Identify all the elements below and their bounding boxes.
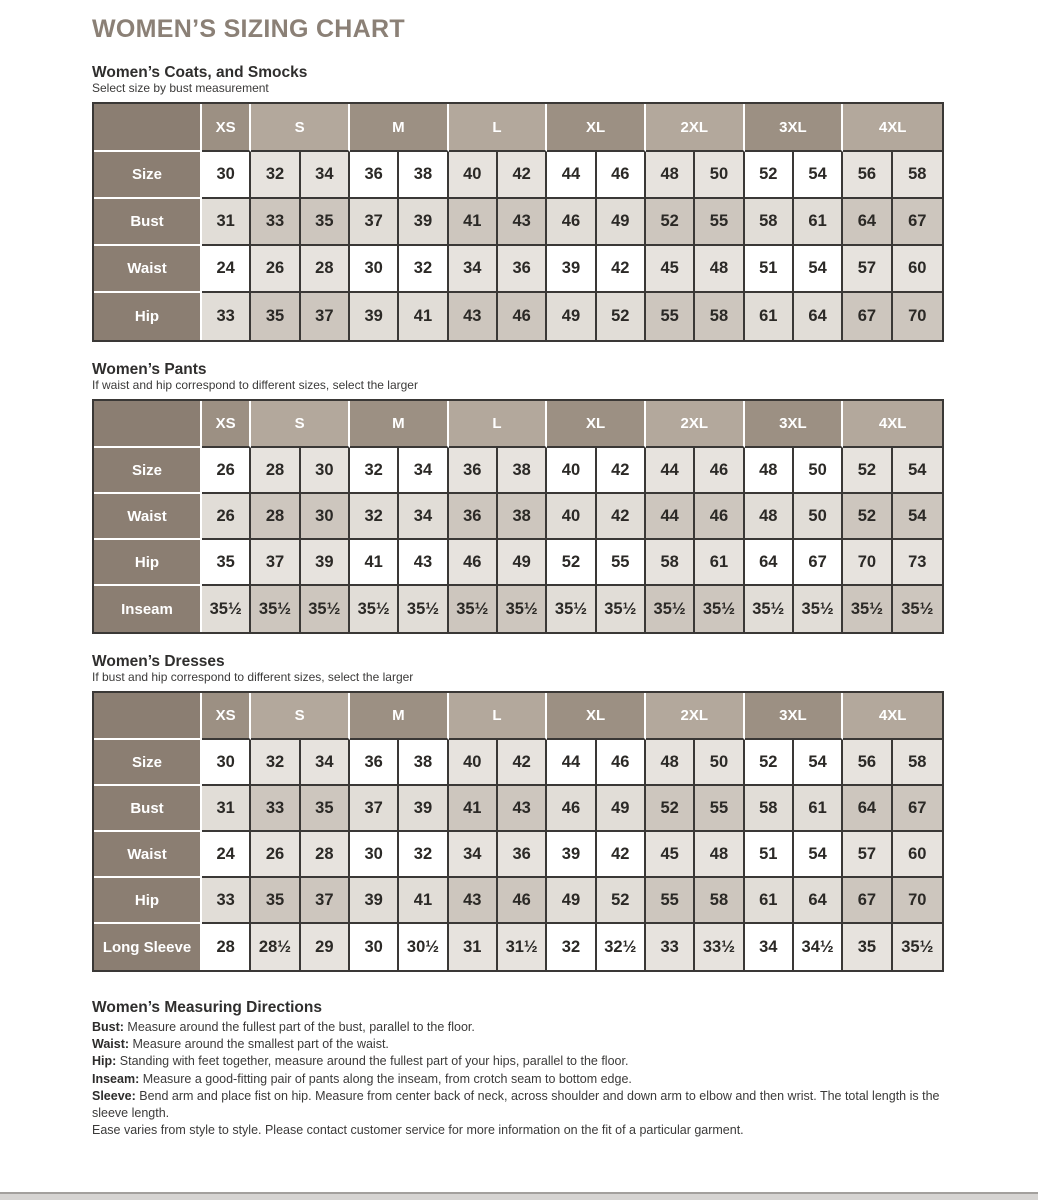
size-cell: 46 xyxy=(597,740,646,786)
size-group-header: M xyxy=(350,693,449,740)
size-cell: 36 xyxy=(498,246,547,293)
size-cell: 67 xyxy=(843,293,892,340)
size-cell: 58 xyxy=(646,540,695,586)
size-cell: 52 xyxy=(597,878,646,924)
direction-text: Measure around the smallest part of the waist. xyxy=(132,1037,389,1052)
size-cell: 38 xyxy=(498,494,547,540)
section-pants xyxy=(92,361,944,634)
size-cell: 51 xyxy=(745,832,794,878)
size-cell: 34 xyxy=(399,448,448,494)
size-group-header: S xyxy=(251,401,350,448)
size-cell: 37 xyxy=(350,786,399,832)
size-cell: 46 xyxy=(695,494,744,540)
size-cell: 35½ xyxy=(597,586,646,632)
section-subheading: Select size by bust measurement xyxy=(92,81,269,95)
size-cell: 35½ xyxy=(449,586,498,632)
size-cell: 33 xyxy=(202,293,251,340)
size-cell: 33½ xyxy=(695,924,744,970)
row-header: Inseam xyxy=(94,586,202,632)
size-cell: 30 xyxy=(301,448,350,494)
size-cell: 36 xyxy=(350,152,399,199)
size-group-header: 3XL xyxy=(745,104,844,152)
size-cell: 30 xyxy=(301,494,350,540)
size-cell: 32 xyxy=(399,832,448,878)
size-cell: 40 xyxy=(449,740,498,786)
table-corner-cell xyxy=(94,693,202,740)
size-cell: 40 xyxy=(449,152,498,199)
size-cell: 46 xyxy=(547,199,596,246)
size-cell: 41 xyxy=(399,878,448,924)
size-cell: 42 xyxy=(597,448,646,494)
size-cell: 35½ xyxy=(646,586,695,632)
row-header: Size xyxy=(94,740,202,786)
size-cell: 39 xyxy=(301,540,350,586)
size-cell: 39 xyxy=(399,786,448,832)
size-cell: 32 xyxy=(350,494,399,540)
size-cell: 36 xyxy=(350,740,399,786)
size-cell: 48 xyxy=(695,832,744,878)
size-cell: 26 xyxy=(251,246,300,293)
size-cell: 48 xyxy=(745,494,794,540)
size-cell: 54 xyxy=(794,740,843,786)
size-cell: 35½ xyxy=(350,586,399,632)
size-cell: 40 xyxy=(547,448,596,494)
size-cell: 52 xyxy=(745,740,794,786)
size-cell: 70 xyxy=(893,293,942,340)
size-cell: 32½ xyxy=(597,924,646,970)
size-cell: 38 xyxy=(498,448,547,494)
size-cell: 38 xyxy=(399,740,448,786)
table-row xyxy=(94,199,942,246)
dresses-table xyxy=(92,691,944,972)
size-cell: 42 xyxy=(597,832,646,878)
table-row xyxy=(94,832,942,878)
size-cell: 34½ xyxy=(794,924,843,970)
directions-list xyxy=(92,1019,944,1139)
size-cell: 43 xyxy=(498,786,547,832)
size-cell: 54 xyxy=(893,494,942,540)
size-group-header: L xyxy=(449,693,548,740)
table-corner-cell xyxy=(94,401,202,448)
size-group-header: L xyxy=(449,104,548,152)
size-cell: 50 xyxy=(794,494,843,540)
table-row xyxy=(94,740,942,786)
size-cell: 55 xyxy=(695,199,744,246)
size-cell: 39 xyxy=(399,199,448,246)
direction-line xyxy=(92,1071,944,1088)
size-cell: 46 xyxy=(498,878,547,924)
size-cell: 46 xyxy=(449,540,498,586)
row-header: Hip xyxy=(94,540,202,586)
size-cell: 57 xyxy=(843,832,892,878)
size-group-header: S xyxy=(251,693,350,740)
size-cell: 43 xyxy=(449,878,498,924)
direction-line xyxy=(92,1088,944,1122)
size-cell: 35½ xyxy=(745,586,794,632)
direction-line xyxy=(92,1122,944,1139)
size-cell: 46 xyxy=(547,786,596,832)
size-cell: 35 xyxy=(843,924,892,970)
size-cell: 31 xyxy=(449,924,498,970)
size-cell: 58 xyxy=(893,152,942,199)
size-cell: 43 xyxy=(449,293,498,340)
size-cell: 24 xyxy=(202,246,251,293)
table-row xyxy=(94,586,942,632)
table-row xyxy=(94,448,942,494)
size-cell: 48 xyxy=(745,448,794,494)
size-cell: 36 xyxy=(449,448,498,494)
size-cell: 30 xyxy=(350,832,399,878)
size-cell: 37 xyxy=(251,540,300,586)
size-cell: 55 xyxy=(597,540,646,586)
size-cell: 45 xyxy=(646,246,695,293)
size-cell: 42 xyxy=(498,740,547,786)
size-cell: 70 xyxy=(893,878,942,924)
size-cell: 45 xyxy=(646,832,695,878)
size-group-header: 3XL xyxy=(745,693,844,740)
size-cell: 60 xyxy=(893,832,942,878)
row-header: Long Sleeve xyxy=(94,924,202,970)
size-cell: 48 xyxy=(646,152,695,199)
size-cell: 30 xyxy=(350,924,399,970)
table-row xyxy=(94,293,942,340)
section-heading: Women’s Dresses xyxy=(92,653,225,670)
size-cell: 35 xyxy=(251,878,300,924)
size-group-header: XS xyxy=(202,104,251,152)
size-cell: 54 xyxy=(893,448,942,494)
size-group-header: XL xyxy=(547,693,646,740)
size-cell: 67 xyxy=(893,786,942,832)
size-cell: 28 xyxy=(301,832,350,878)
size-cell: 64 xyxy=(843,199,892,246)
section-heading: Women’s Coats, and Smocks xyxy=(92,64,308,81)
row-header: Waist xyxy=(94,832,202,878)
size-cell: 30 xyxy=(202,152,251,199)
size-cell: 54 xyxy=(794,832,843,878)
direction-text: Measure around the fullest part of the bust, parallel to the floor. xyxy=(127,1020,475,1034)
size-group-header: M xyxy=(350,401,449,448)
size-cell: 32 xyxy=(251,740,300,786)
size-cell: 41 xyxy=(449,786,498,832)
size-cell: 52 xyxy=(597,293,646,340)
size-cell: 48 xyxy=(646,740,695,786)
table-row xyxy=(94,494,942,540)
size-cell: 31½ xyxy=(498,924,547,970)
coats-smocks-table xyxy=(92,102,944,342)
size-cell: 52 xyxy=(646,199,695,246)
table-corner-cell xyxy=(94,104,202,152)
section-subheading: If bust and hip correspond to different sizes, select the larger xyxy=(92,670,414,684)
size-group-header: 3XL xyxy=(745,401,844,448)
size-cell: 64 xyxy=(794,293,843,340)
table-row xyxy=(94,540,942,586)
bottom-page-divider xyxy=(0,1192,1038,1200)
size-cell: 30 xyxy=(350,246,399,293)
size-cell: 36 xyxy=(449,494,498,540)
size-group-header: 2XL xyxy=(646,401,745,448)
size-cell: 34 xyxy=(399,494,448,540)
size-cell: 41 xyxy=(350,540,399,586)
size-cell: 34 xyxy=(449,246,498,293)
size-cell: 34 xyxy=(449,832,498,878)
size-cell: 37 xyxy=(301,293,350,340)
section-coats-smocks xyxy=(92,64,944,342)
size-group-header: L xyxy=(449,401,548,448)
size-cell: 35½ xyxy=(695,586,744,632)
size-cell: 42 xyxy=(498,152,547,199)
size-cell: 36 xyxy=(498,832,547,878)
row-header: Waist xyxy=(94,494,202,540)
size-cell: 37 xyxy=(301,878,350,924)
size-cell: 52 xyxy=(745,152,794,199)
size-cell: 26 xyxy=(202,448,251,494)
size-cell: 41 xyxy=(399,293,448,340)
size-cell: 35 xyxy=(251,293,300,340)
size-cell: 28 xyxy=(202,924,251,970)
size-cell: 64 xyxy=(794,878,843,924)
size-group-header: XL xyxy=(547,401,646,448)
size-cell: 50 xyxy=(695,740,744,786)
size-cell: 44 xyxy=(547,152,596,199)
size-cell: 58 xyxy=(745,199,794,246)
direction-text: Bend arm and place fist on hip. Measure from center back of neck, across shoulder and down arm to elbow and then wrist. The total length is the sleeve length. xyxy=(92,1088,940,1121)
size-cell: 28 xyxy=(251,448,300,494)
size-cell: 61 xyxy=(794,199,843,246)
size-cell: 34 xyxy=(301,152,350,199)
row-header: Waist xyxy=(94,246,202,293)
size-cell: 49 xyxy=(597,786,646,832)
size-cell: 28½ xyxy=(251,924,300,970)
size-cell: 64 xyxy=(843,786,892,832)
direction-text: Ease varies from style to style. Please contact customer service for more information on the fit of a particular garment. xyxy=(92,1123,744,1138)
direction-label: Sleeve: xyxy=(92,1088,140,1103)
size-cell: 35½ xyxy=(547,586,596,632)
directions-heading: Women’s Measuring Directions xyxy=(92,999,322,1016)
size-cell: 29 xyxy=(301,924,350,970)
size-cell: 64 xyxy=(745,540,794,586)
size-cell: 35½ xyxy=(794,586,843,632)
size-cell: 58 xyxy=(745,786,794,832)
size-group-header: 4XL xyxy=(843,401,942,448)
direction-text: Measure a good-fitting pair of pants along the inseam, from crotch seam to bottom edge. xyxy=(142,1071,632,1086)
size-group-header: XS xyxy=(202,401,251,448)
size-cell: 58 xyxy=(695,293,744,340)
size-cell: 32 xyxy=(251,152,300,199)
size-cell: 26 xyxy=(202,494,251,540)
size-cell: 50 xyxy=(695,152,744,199)
direction-label: Hip: xyxy=(92,1054,120,1069)
size-cell: 44 xyxy=(646,494,695,540)
size-cell: 37 xyxy=(350,199,399,246)
size-cell: 33 xyxy=(251,199,300,246)
size-cell: 34 xyxy=(301,740,350,786)
size-cell: 39 xyxy=(350,293,399,340)
page-title: WOMEN’S SIZING CHART xyxy=(92,15,405,43)
size-cell: 67 xyxy=(893,199,942,246)
size-cell: 52 xyxy=(646,786,695,832)
row-header: Size xyxy=(94,448,202,494)
size-cell: 44 xyxy=(547,740,596,786)
table-row xyxy=(94,786,942,832)
table-row xyxy=(94,152,942,199)
size-cell: 57 xyxy=(843,246,892,293)
direction-text: Standing with feet together, measure around the fullest part of your hips, parallel to the floor. xyxy=(119,1054,629,1069)
size-cell: 60 xyxy=(893,246,942,293)
size-cell: 49 xyxy=(547,878,596,924)
size-cell: 46 xyxy=(597,152,646,199)
size-cell: 31 xyxy=(202,199,251,246)
size-cell: 35 xyxy=(301,199,350,246)
size-cell: 39 xyxy=(350,878,399,924)
size-cell: 35½ xyxy=(202,586,251,632)
size-cell: 61 xyxy=(695,540,744,586)
row-header: Bust xyxy=(94,786,202,832)
size-cell: 67 xyxy=(794,540,843,586)
size-cell: 58 xyxy=(893,740,942,786)
size-cell: 46 xyxy=(498,293,547,340)
size-cell: 73 xyxy=(893,540,942,586)
size-cell: 49 xyxy=(498,540,547,586)
direction-line xyxy=(92,1036,944,1053)
size-cell: 55 xyxy=(695,786,744,832)
size-cell: 35 xyxy=(301,786,350,832)
size-cell: 35½ xyxy=(893,924,942,970)
measuring-directions xyxy=(92,999,944,1139)
direction-label: Inseam: xyxy=(92,1071,143,1086)
table-row xyxy=(94,924,942,970)
size-cell: 54 xyxy=(794,152,843,199)
size-cell: 42 xyxy=(597,246,646,293)
size-cell: 30½ xyxy=(399,924,448,970)
size-cell: 42 xyxy=(597,494,646,540)
table-row xyxy=(94,878,942,924)
size-cell: 58 xyxy=(695,878,744,924)
size-cell: 52 xyxy=(843,448,892,494)
size-cell: 43 xyxy=(498,199,547,246)
row-header: Hip xyxy=(94,293,202,340)
size-cell: 49 xyxy=(547,293,596,340)
size-cell: 52 xyxy=(547,540,596,586)
row-header: Size xyxy=(94,152,202,199)
size-cell: 43 xyxy=(399,540,448,586)
size-cell: 67 xyxy=(843,878,892,924)
size-cell: 50 xyxy=(794,448,843,494)
size-cell: 48 xyxy=(695,246,744,293)
size-group-header: 2XL xyxy=(646,104,745,152)
size-cell: 28 xyxy=(251,494,300,540)
size-group-header: XL xyxy=(547,104,646,152)
size-cell: 52 xyxy=(843,494,892,540)
size-group-header: 4XL xyxy=(843,693,942,740)
size-cell: 41 xyxy=(449,199,498,246)
size-cell: 32 xyxy=(350,448,399,494)
size-cell: 40 xyxy=(547,494,596,540)
size-cell: 61 xyxy=(745,878,794,924)
size-cell: 55 xyxy=(646,878,695,924)
pants-table xyxy=(92,399,944,634)
table-row xyxy=(94,246,942,293)
size-cell: 39 xyxy=(547,832,596,878)
size-group-header: M xyxy=(350,104,449,152)
size-cell: 35½ xyxy=(498,586,547,632)
size-cell: 30 xyxy=(202,740,251,786)
size-cell: 26 xyxy=(251,832,300,878)
size-cell: 56 xyxy=(843,740,892,786)
size-cell: 35 xyxy=(202,540,251,586)
section-heading: Women’s Pants xyxy=(92,361,207,378)
size-cell: 33 xyxy=(646,924,695,970)
section-dresses xyxy=(92,653,944,972)
size-cell: 61 xyxy=(794,786,843,832)
size-cell: 49 xyxy=(597,199,646,246)
size-cell: 54 xyxy=(794,246,843,293)
size-cell: 61 xyxy=(745,293,794,340)
size-group-header: XS xyxy=(202,693,251,740)
size-group-header: S xyxy=(251,104,350,152)
size-cell: 44 xyxy=(646,448,695,494)
size-cell: 39 xyxy=(547,246,596,293)
size-cell: 33 xyxy=(251,786,300,832)
size-cell: 35½ xyxy=(301,586,350,632)
size-cell: 38 xyxy=(399,152,448,199)
size-group-header: 2XL xyxy=(646,693,745,740)
section-subheading: If waist and hip correspond to different sizes, select the larger xyxy=(92,378,418,392)
direction-label: Bust: xyxy=(92,1020,128,1034)
size-cell: 32 xyxy=(547,924,596,970)
size-cell: 33 xyxy=(202,878,251,924)
direction-line xyxy=(92,1019,944,1036)
size-cell: 56 xyxy=(843,152,892,199)
size-cell: 34 xyxy=(745,924,794,970)
size-cell: 35½ xyxy=(893,586,942,632)
row-header: Hip xyxy=(94,878,202,924)
size-cell: 70 xyxy=(843,540,892,586)
size-cell: 35½ xyxy=(399,586,448,632)
size-cell: 31 xyxy=(202,786,251,832)
size-cell: 46 xyxy=(695,448,744,494)
size-cell: 51 xyxy=(745,246,794,293)
size-cell: 35½ xyxy=(251,586,300,632)
size-cell: 55 xyxy=(646,293,695,340)
direction-line xyxy=(92,1053,944,1070)
size-cell: 24 xyxy=(202,832,251,878)
row-header: Bust xyxy=(94,199,202,246)
direction-label: Waist: xyxy=(92,1037,133,1052)
size-group-header: 4XL xyxy=(843,104,942,152)
size-cell: 35½ xyxy=(843,586,892,632)
size-cell: 32 xyxy=(399,246,448,293)
size-cell: 28 xyxy=(301,246,350,293)
